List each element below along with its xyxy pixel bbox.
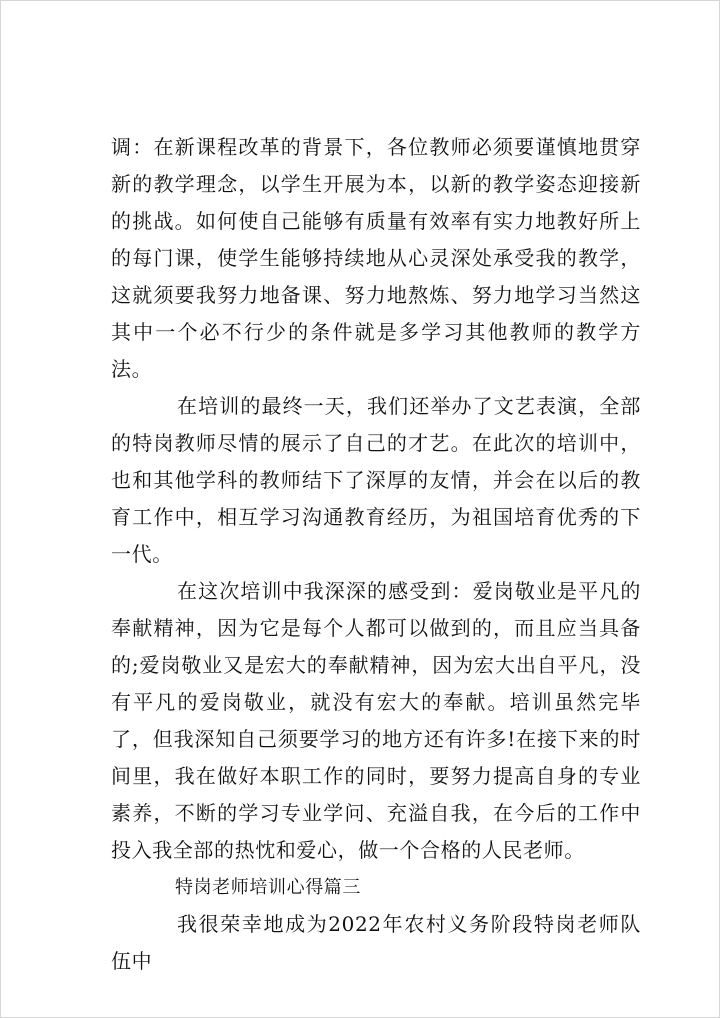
paragraph-section-three-start: 我很荣幸地成为2022年农村义务阶段特岗老师队伍中 — [111, 912, 641, 973]
paragraph-continuation: 调：在新课程改革的背景下，各位教师必须要谨慎地贯穿新的教学理念，以学生开展为本，以新的教学姿态迎接新的挑战。如何使自己能够有质量有效率有实力地教好所上的每门课，使学生能够持续地从心灵深处承受我的教学，这就须要我努力地备课、努力地熬炼、努力地学习当然这其中一个必不行少的条件就是多学习其他教师的教学方法。 — [111, 135, 641, 381]
paragraph-reflection: 在这次培训中我深深的感受到：爱岗敬业是平凡的奉献精神，因为它是每个人都可以做到的，而且应当具备的;爱岗敬业又是宏大的奉献精神，因为宏大出自平凡，没有平凡的爱岗敬业，就没有宏大的奉献。培训虽然完毕了，但我深知自己须要学习的地方还有许多!在接下来的时间里，我在做好本职工作的同时，要努力提高自身的专业素养，不断的学习专业学问、充溢自我，在今后的工作中投入我全部的热忱和爱心，做一个合格的人民老师。 — [111, 579, 641, 862]
section-title: 特岗老师培训心得篇三 — [175, 877, 361, 898]
document-body — [111, 129, 641, 980]
paragraph-last-day: 在培训的最终一天，我们还举办了文艺表演，全部的特岗教师尽情的展示了自己的才艺。在此次的培训中，也和其他学科的教师结下了深厚的友情，并会在以后的教育工作中，相互学习沟通教育经历，为祖国培育优秀的下一代。 — [111, 394, 641, 566]
